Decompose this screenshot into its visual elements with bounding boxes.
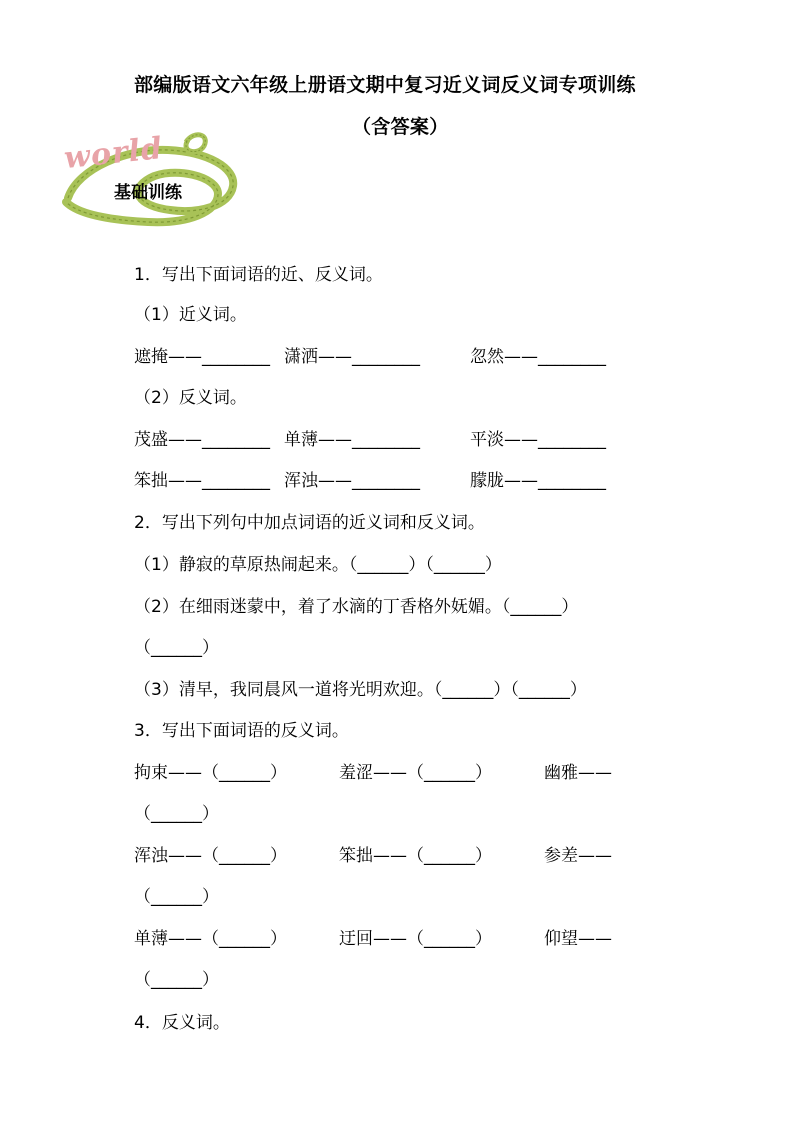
logo-text: world [62, 130, 165, 177]
fill-item[interactable]: 笨拙——（______） [339, 846, 492, 866]
sentence-3[interactable]: （3）清早，我同晨风一道将光明欢迎。（______）（______） [134, 680, 587, 700]
question-1-sub2: （2）反义词。 [134, 388, 247, 408]
fill-item[interactable]: 仰望—— [544, 929, 612, 949]
sentence-2-continued[interactable]: （______） [134, 638, 219, 658]
fill-item[interactable]: 浑浊——________ [284, 471, 420, 491]
sentence-1[interactable]: （1）静寂的草原热闹起来。（______）（______） [134, 555, 502, 575]
question-3-heading: 3．写出下面词语的反义词。 [134, 721, 349, 741]
fill-item-continued[interactable]: （______） [134, 804, 219, 824]
section-badge [58, 128, 258, 236]
fill-item-continued[interactable]: （______） [134, 887, 219, 907]
fill-item[interactable]: 羞涩——（______） [339, 763, 492, 783]
fill-item[interactable]: 平淡——________ [470, 430, 606, 450]
fill-item[interactable]: 朦胧——________ [470, 471, 606, 491]
fill-item[interactable]: 单薄——________ [284, 430, 420, 450]
question-4-heading: 4．反义词。 [134, 1013, 230, 1033]
fill-item[interactable]: 笨拙——________ [134, 471, 270, 491]
question-1-heading: 1．写出下面词语的近、反义词。 [134, 265, 383, 285]
fill-item[interactable]: 单薄——（______） [134, 929, 287, 949]
fill-item[interactable]: 忽然——________ [470, 347, 606, 367]
fill-item[interactable]: 迂回——（______） [339, 929, 492, 949]
question-2-heading: 2．写出下列句中加点词语的近义词和反义词。 [134, 513, 485, 533]
section-label: 基础训练 [114, 183, 182, 203]
fill-item[interactable]: 遮掩——________ [134, 347, 270, 367]
page-subtitle: （含答案） [352, 116, 449, 138]
sentence-2[interactable]: （2）在细雨迷蒙中，着了水滴的丁香格外妩媚。（______） [134, 597, 579, 617]
fill-item[interactable]: 茂盛——________ [134, 430, 270, 450]
page-title: 部编版语文六年级上册语文期中复习近义词反义词专项训练 [134, 74, 636, 96]
fill-item[interactable]: 潇洒——________ [284, 347, 420, 367]
fill-item[interactable]: 幽雅—— [544, 763, 612, 783]
fill-item[interactable]: 拘束——（______） [134, 763, 287, 783]
fill-item-continued[interactable]: （______） [134, 970, 219, 990]
question-1-sub1: （1）近义词。 [134, 305, 247, 325]
fill-item[interactable]: 参差—— [544, 846, 612, 866]
fill-item[interactable]: 浑浊——（______） [134, 846, 287, 866]
